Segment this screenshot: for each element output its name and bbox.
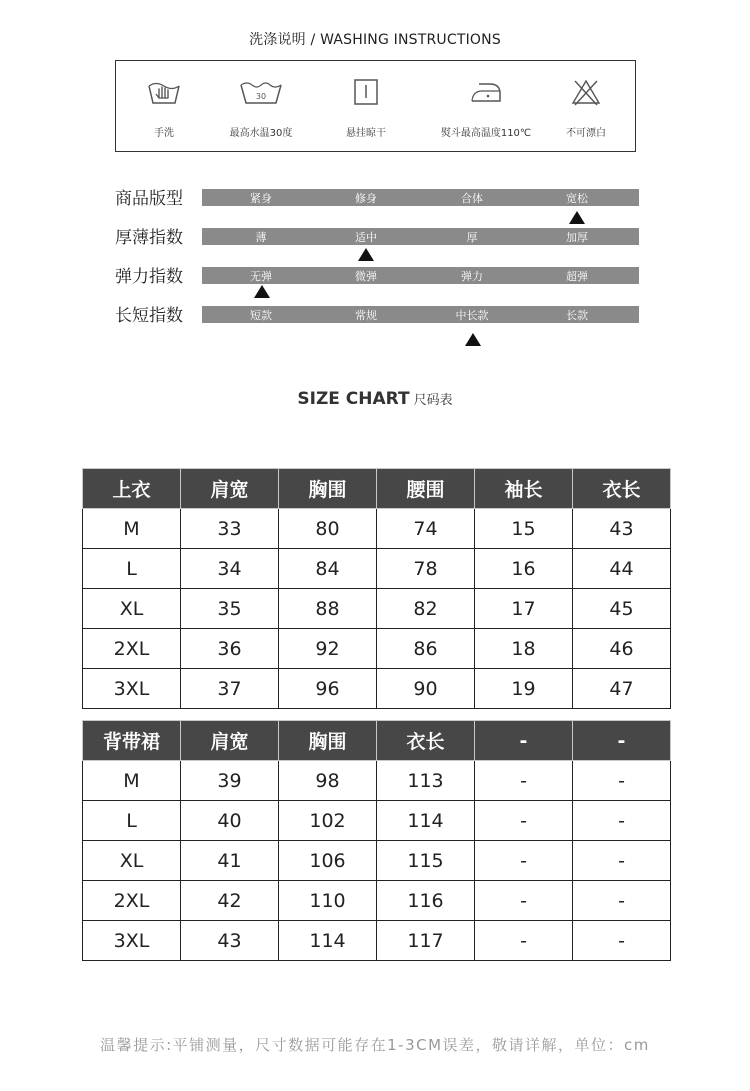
- washing-instructions-box: [115, 60, 636, 152]
- table-cell: 92: [279, 629, 377, 669]
- attr-option: 超弹: [566, 270, 588, 283]
- attr-label: 厚薄指数: [115, 228, 183, 248]
- wash-label-30: 最高水温30度: [229, 128, 293, 139]
- table-cell: 43: [181, 921, 279, 961]
- wash-item-hang: [331, 61, 401, 151]
- table-cell: 16: [475, 549, 573, 589]
- table-cell: 3XL: [83, 669, 181, 709]
- attr-marker-triangle-icon: [465, 333, 481, 346]
- table-cell: 82: [377, 589, 475, 629]
- attr-option: 中长款: [455, 309, 489, 322]
- attr-option: 合体: [461, 192, 483, 205]
- table-cell: -: [573, 881, 671, 921]
- table-header-cell: -: [573, 721, 671, 761]
- attr-marker-triangle-icon: [358, 248, 374, 261]
- attr-row-elasticity: [115, 265, 639, 285]
- table-row: [83, 801, 671, 841]
- max-30-wash-icon: [239, 78, 283, 106]
- table-cell: 98: [279, 761, 377, 801]
- table-header-cell: 腰围: [377, 469, 475, 509]
- attr-option: 弹力: [461, 270, 483, 283]
- table-cell: M: [83, 761, 181, 801]
- attr-option: 常规: [355, 309, 377, 322]
- table-cell: 47: [573, 669, 671, 709]
- attr-option: 短款: [250, 309, 272, 322]
- attr-bar: [202, 189, 639, 206]
- svg-text:30: 30: [255, 92, 267, 101]
- table-cell: 3XL: [83, 921, 181, 961]
- size-chart-title-text: SIZE CHART: [297, 389, 410, 409]
- table-cell: 19: [475, 669, 573, 709]
- table-cell: 88: [279, 589, 377, 629]
- attr-bar: [202, 306, 639, 323]
- table-cell: 113: [377, 761, 475, 801]
- table-cell: 106: [279, 841, 377, 881]
- attr-row-fit: [115, 187, 639, 207]
- wash-item-hand: [134, 61, 194, 151]
- attr-label: 弹力指数: [115, 267, 183, 287]
- attr-option: 微弹: [355, 270, 377, 283]
- table-cell: -: [475, 881, 573, 921]
- table-row: [83, 921, 671, 961]
- table-cell: 39: [181, 761, 279, 801]
- table-cell: L: [83, 549, 181, 589]
- table-cell: 36: [181, 629, 279, 669]
- attr-option: 无弹: [250, 270, 272, 283]
- washing-title: 洗涤说明 / WASHING INSTRUCTIONS: [249, 32, 501, 48]
- attr-option: 加厚: [566, 231, 588, 244]
- attr-label: 商品版型: [115, 189, 183, 209]
- attr-option: 紧身: [250, 192, 272, 205]
- table-row: [83, 589, 671, 629]
- table-header-cell: 袖长: [475, 469, 573, 509]
- table-row: [83, 549, 671, 589]
- wash-item-bleach: [556, 61, 616, 151]
- table-header-cell: 肩宽: [181, 469, 279, 509]
- wash-item-iron: [426, 61, 546, 151]
- table-header-row: [83, 469, 671, 509]
- table-cell: 2XL: [83, 629, 181, 669]
- table-cell: 33: [181, 509, 279, 549]
- table-cell: 115: [377, 841, 475, 881]
- table-cell: 15: [475, 509, 573, 549]
- table-cell: XL: [83, 841, 181, 881]
- table-cell: 102: [279, 801, 377, 841]
- table-cell: 46: [573, 629, 671, 669]
- table-cell: L: [83, 801, 181, 841]
- table-cell: 116: [377, 881, 475, 921]
- table-cell: 42: [181, 881, 279, 921]
- table-cell: 43: [573, 509, 671, 549]
- table-header-cell: 衣长: [573, 469, 671, 509]
- attr-bar: [202, 228, 639, 245]
- table-cell: -: [573, 921, 671, 961]
- table-header-cell: 胸围: [279, 469, 377, 509]
- attr-marker-triangle-icon: [569, 211, 585, 224]
- wash-label-iron: 熨斗最高温度110℃: [440, 128, 532, 139]
- wash-label-hand: 手洗: [154, 128, 174, 139]
- size-chart-subtitle: 尺码表: [413, 393, 453, 408]
- top-size-table: [82, 468, 671, 709]
- size-chart-title: [0, 389, 750, 409]
- table-row: [83, 629, 671, 669]
- table-row: [83, 881, 671, 921]
- wash-item-30: [216, 61, 306, 151]
- table-cell: 34: [181, 549, 279, 589]
- attr-marker-triangle-icon: [254, 285, 270, 298]
- table-cell: 110: [279, 881, 377, 921]
- table-cell: M: [83, 509, 181, 549]
- table-cell: 35: [181, 589, 279, 629]
- table-cell: 80: [279, 509, 377, 549]
- attr-option: 宽松: [566, 192, 588, 205]
- table-cell: 41: [181, 841, 279, 881]
- table-header-cell: 胸围: [279, 721, 377, 761]
- table-cell: 84: [279, 549, 377, 589]
- measurement-footnote: 温馨提示:平铺测量，尺寸数据可能存在1-3CM误差，敬请详解，单位：cm: [100, 1036, 650, 1054]
- table-cell: 2XL: [83, 881, 181, 921]
- table-cell: 37: [181, 669, 279, 709]
- table-cell: -: [475, 921, 573, 961]
- no-bleach-icon: [571, 78, 601, 106]
- attr-option: 修身: [355, 192, 377, 205]
- table-header-cell: 衣长: [377, 721, 475, 761]
- table-cell: 90: [377, 669, 475, 709]
- table-cell: 40: [181, 801, 279, 841]
- attr-option: 厚: [466, 231, 478, 244]
- table-cell: 78: [377, 549, 475, 589]
- table-header-cell: 背带裙: [83, 721, 181, 761]
- table-cell: -: [475, 841, 573, 881]
- table-cell: XL: [83, 589, 181, 629]
- table-cell: -: [475, 761, 573, 801]
- table-cell: 96: [279, 669, 377, 709]
- table-header-cell: 上衣: [83, 469, 181, 509]
- table-cell: -: [573, 761, 671, 801]
- attr-label: 长短指数: [115, 306, 183, 326]
- table-row: [83, 761, 671, 801]
- table-cell: 86: [377, 629, 475, 669]
- table-cell: -: [573, 841, 671, 881]
- wash-label-bleach: 不可漂白: [566, 128, 606, 139]
- attr-option: 适中: [355, 231, 377, 244]
- table-cell: 18: [475, 629, 573, 669]
- table-cell: -: [573, 801, 671, 841]
- attr-row-length: [115, 304, 639, 324]
- table-header-cell: 肩宽: [181, 721, 279, 761]
- table-row: [83, 841, 671, 881]
- table-cell: 74: [377, 509, 475, 549]
- iron-icon: [468, 78, 504, 106]
- hand-wash-icon: [147, 78, 181, 106]
- table-header-cell: -: [475, 721, 573, 761]
- table-header-row: [83, 721, 671, 761]
- table-cell: 44: [573, 549, 671, 589]
- attr-bar: [202, 267, 639, 284]
- attr-option: 薄: [255, 231, 267, 244]
- attr-option: 长款: [566, 309, 588, 322]
- table-cell: 114: [279, 921, 377, 961]
- table-row: [83, 509, 671, 549]
- attr-row-thickness: [115, 226, 639, 246]
- table-cell: 114: [377, 801, 475, 841]
- table-cell: 45: [573, 589, 671, 629]
- wash-label-hang: 悬挂晾干: [346, 128, 386, 139]
- skirt-size-table: [82, 720, 671, 961]
- table-cell: 17: [475, 589, 573, 629]
- table-cell: 117: [377, 921, 475, 961]
- hang-dry-icon: [353, 78, 379, 106]
- table-cell: -: [475, 801, 573, 841]
- table-row: [83, 669, 671, 709]
